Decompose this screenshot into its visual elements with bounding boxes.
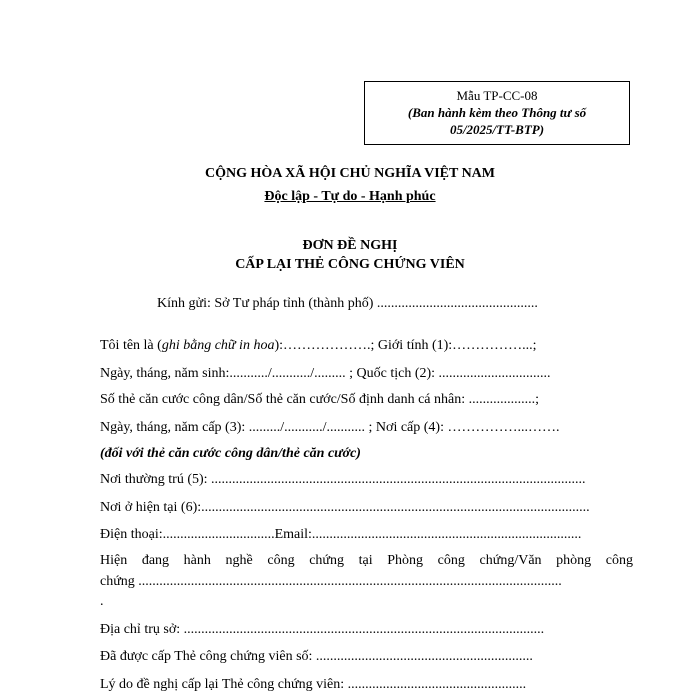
nation-heading: CỘNG HÒA XÃ HỘI CHỦ NGHĨA VIỆT NAM — [204, 166, 495, 181]
field-full-name — [100, 338, 633, 354]
recipient: Kính gửi: Sở Tư pháp tỉnh (thành phố) .............................................. — [157, 296, 538, 311]
field-issue-date-place: Ngày, tháng, năm cấp (3): ........./.........../........... ; Nơi cấp (4): ……………...……. — [100, 420, 560, 435]
issued-by-line-1: (Ban hành kèm theo Thông tư số — [407, 105, 587, 120]
name-hint: ghi bằng chữ in hoa — [161, 338, 275, 353]
field-birth-nationality: Ngày, tháng, năm sinh:.........../.........../......... ; Quốc tịch (2): ................................ — [100, 366, 551, 381]
field-practice-line-1: Hiện đang hành nghề công chứng tại Phòng công chứng/Văn phòng công — [100, 553, 633, 568]
field-phone-email: Điện thoại:................................Email:............................................................................. — [100, 527, 582, 542]
name-prefix: Tôi tên là ( — [100, 338, 162, 353]
field-card-number: Đã được cấp Thẻ công chứng viên số: .............................................................. — [100, 649, 533, 664]
field-current-residence: Nơi ở hiện tại (6):............................................................................................................... — [100, 500, 590, 515]
issued-by-line-2: 05/2025/TT-BTP) — [449, 122, 545, 137]
form-code: Mẫu TP-CC-08 — [456, 88, 538, 103]
field-practice-line-3: . — [100, 594, 104, 609]
doc-title-line-2: CẤP LẠI THẺ CÔNG CHỨNG VIÊN — [235, 257, 465, 272]
field-office-address: Địa chỉ trụ sở: ....................................................................................................... — [100, 622, 545, 637]
name-suffix: ):……………….; Giới tính (1):……………...; — [274, 338, 537, 353]
field-id-number: Số thẻ căn cước công dân/Số thẻ căn cước/Số định danh cá nhân: ...................; — [100, 392, 539, 407]
doc-title-line-1: ĐƠN ĐỀ NGHỊ — [302, 238, 398, 253]
id-note: (đối với thẻ căn cước công dân/thẻ căn cước) — [100, 446, 361, 461]
motto: Độc lập - Tự do - Hạnh phúc — [264, 189, 436, 204]
field-reissue-reason: Lý do đề nghị cấp lại Thẻ công chứng viên: ................................................... — [100, 677, 527, 692]
form-code-box — [364, 81, 630, 145]
motto-wrap — [0, 187, 700, 205]
field-permanent-residence: Nơi thường trú (5): ........................................................................................................... — [100, 472, 586, 487]
field-practice-line-2: chứng ......................................................................................................................... — [100, 574, 562, 589]
